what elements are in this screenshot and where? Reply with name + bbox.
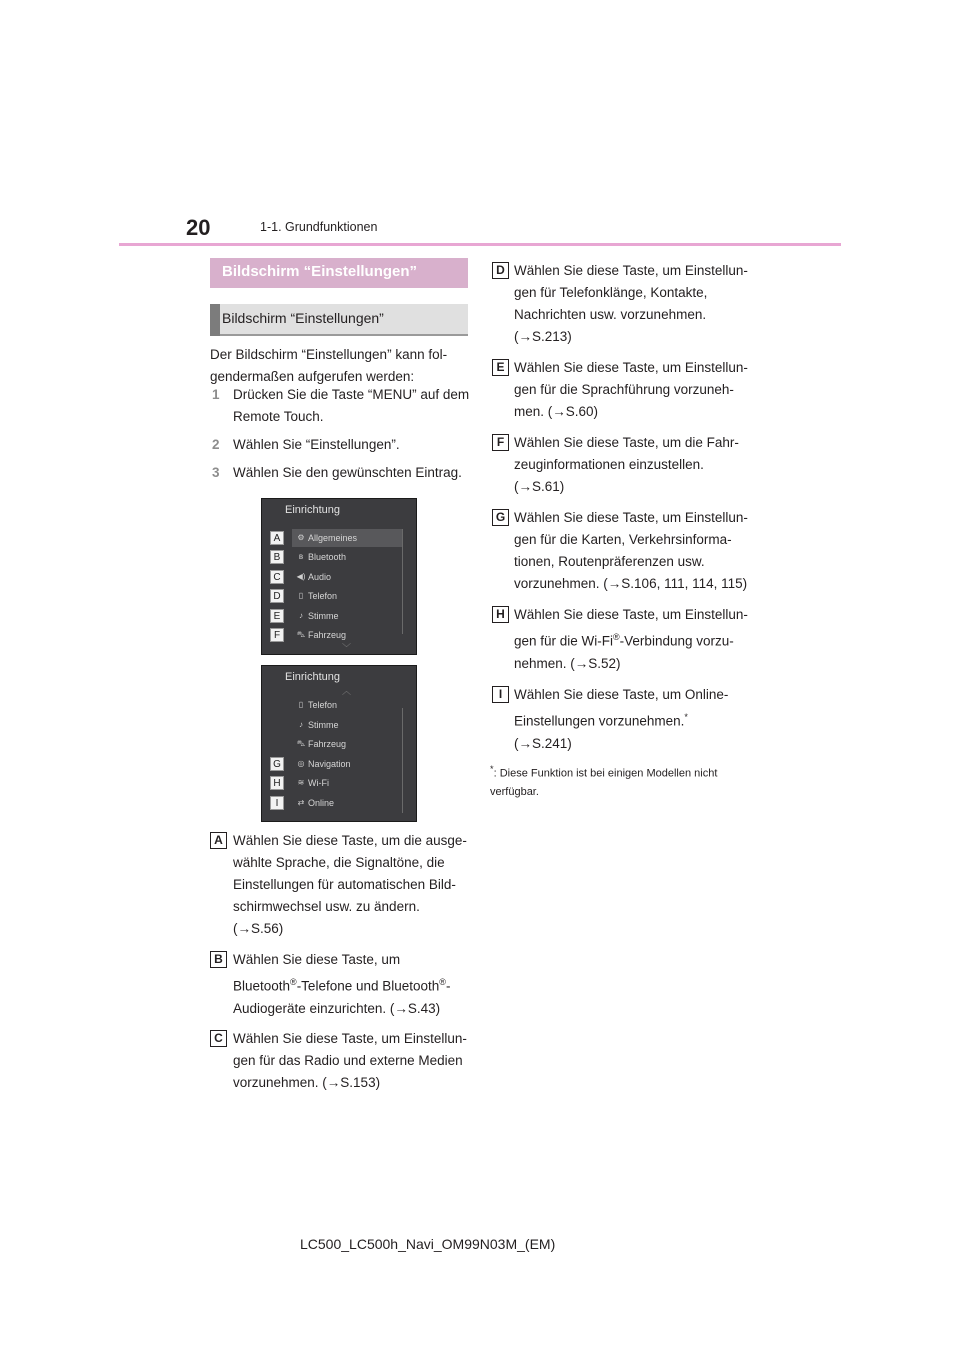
callout-label: C: [270, 570, 284, 584]
menu-item-stimme[interactable]: ♪ Stimme: [292, 607, 402, 625]
label-box-d: D: [492, 262, 509, 279]
phone-icon: ▯: [298, 700, 304, 709]
voice-icon: ♪: [299, 611, 303, 620]
description-h: Wählen Sie diese Taste, um Einstellun- gen für die Wi-Fi®-Verbindung vorzu- nehmen. (→S.52): [514, 607, 748, 671]
phone-icon: ▯: [298, 591, 304, 600]
callout-label: I: [270, 796, 284, 810]
online-icon: ⇄: [297, 798, 305, 807]
intro-text: Der Bildschirm “Einstellungen” kann fol- gendermaßen aufgerufen werden:: [210, 347, 448, 384]
description-a: Wählen Sie diese Taste, um die ausge- wählte Sprache, die Signaltöne, die Einstellungen für automatischen Bild- schirmwechsel usw. zu ändern. (→S.56): [233, 833, 467, 936]
label-box-f: F: [492, 434, 509, 451]
menu-item-audio[interactable]: ◀) Audio: [292, 568, 402, 586]
menu-item-fahrzeug[interactable]: ⛍ Fahrzeug: [292, 626, 402, 644]
callout-label: G: [270, 757, 284, 771]
menu-item-stimme[interactable]: ♪ Stimme: [292, 716, 402, 734]
callout-label: F: [270, 628, 284, 642]
label-box-h: H: [492, 606, 509, 623]
label-box-e: E: [492, 359, 509, 376]
menu-item-online[interactable]: ⇄ Online: [292, 794, 402, 812]
footnote: *: Diese Funktion ist bei einigen Modellen nicht verfügbar.: [490, 764, 718, 798]
header-rule: [119, 243, 841, 246]
chevron-down-icon: ﹀: [342, 643, 352, 653]
menu-item-bluetooth[interactable]: ʙ Bluetooth: [292, 548, 402, 566]
description-e: Wählen Sie diese Taste, um Einstellun- gen für die Sprachführung vorzuneh- men. (→S.60): [514, 360, 748, 419]
menu-item-telefon[interactable]: ▯ Telefon: [292, 587, 402, 605]
settings-screenshot-1: [261, 498, 417, 655]
screen-title: Einrichtung: [285, 504, 341, 516]
wifi-icon: ≋: [297, 778, 305, 787]
chapter-title: 1-1. Grundfunktionen: [260, 220, 378, 234]
speaker-icon: ◀): [296, 572, 306, 581]
menu-item-wifi[interactable]: ≋ Wi-Fi: [292, 774, 402, 792]
callout-label: D: [270, 589, 284, 603]
menu-item-navigation[interactable]: ◎ Navigation: [292, 755, 402, 773]
menu-item-allgemeines[interactable]: ⚙ Allgemeines: [292, 529, 402, 547]
section-heading: [210, 258, 468, 288]
navigation-icon: ◎: [297, 759, 305, 768]
scrollbar: [402, 529, 403, 634]
description-b: Wählen Sie diese Taste, um Bluetooth®-Telefone und Bluetooth®- Audiogeräte einzurichten. (→S.43): [233, 952, 451, 1016]
section-heading-text: Bildschirm “Einstellungen”: [222, 263, 418, 280]
description-g: Wählen Sie diese Taste, um Einstellun- gen für die Karten, Verkehrsinforma- tionen, Routenpräferenzen usw. vorzunehmen. (→S.106, 111, 114, 115): [514, 510, 748, 591]
callout-label: A: [270, 531, 284, 545]
description-d: Wählen Sie diese Taste, um Einstellun- gen für Telefonklänge, Kontakte, Nachrichten usw. vorzunehmen. (→S.213): [514, 263, 748, 344]
bluetooth-icon: ʙ: [298, 552, 304, 561]
label-box-a: A: [210, 832, 227, 849]
label-box-g: G: [492, 509, 509, 526]
description-i: Wählen Sie diese Taste, um Online- Einstellungen vorzunehmen.* (→S.241): [514, 687, 729, 751]
subsection-heading-text: Bildschirm “Einstellungen”: [222, 310, 384, 326]
screen-title: Einrichtung: [285, 671, 341, 683]
car-icon: ⛍: [296, 739, 306, 748]
label-box-i: I: [492, 686, 509, 703]
chevron-up-icon: ︿: [342, 686, 352, 696]
description-c: Wählen Sie diese Taste, um Einstellun- gen für das Radio und externe Medien vorzunehmen. (→S.153): [233, 1031, 467, 1090]
description-f: Wählen Sie diese Taste, um die Fahr- zeuginformationen einzustellen. (→S.61): [514, 435, 739, 494]
label-box-b: B: [210, 951, 227, 968]
scrollbar: [402, 708, 403, 813]
label-box-c: C: [210, 1030, 227, 1047]
subsection-heading: [210, 304, 468, 336]
document-footer: LC500_LC500h_Navi_OM99N03M_(EM): [300, 1236, 556, 1252]
gear-icon: ⚙: [297, 533, 305, 542]
car-icon: ⛍: [296, 630, 306, 639]
callout-label: E: [270, 609, 284, 623]
callout-label: H: [270, 776, 284, 790]
settings-screenshot-2: [261, 665, 417, 822]
callout-label: B: [270, 550, 284, 564]
voice-icon: ♪: [299, 720, 303, 729]
menu-item-fahrzeug[interactable]: ⛍ Fahrzeug: [292, 735, 402, 753]
page-number: 20: [186, 215, 211, 240]
menu-item-telefon[interactable]: ▯ Telefon: [292, 696, 402, 714]
